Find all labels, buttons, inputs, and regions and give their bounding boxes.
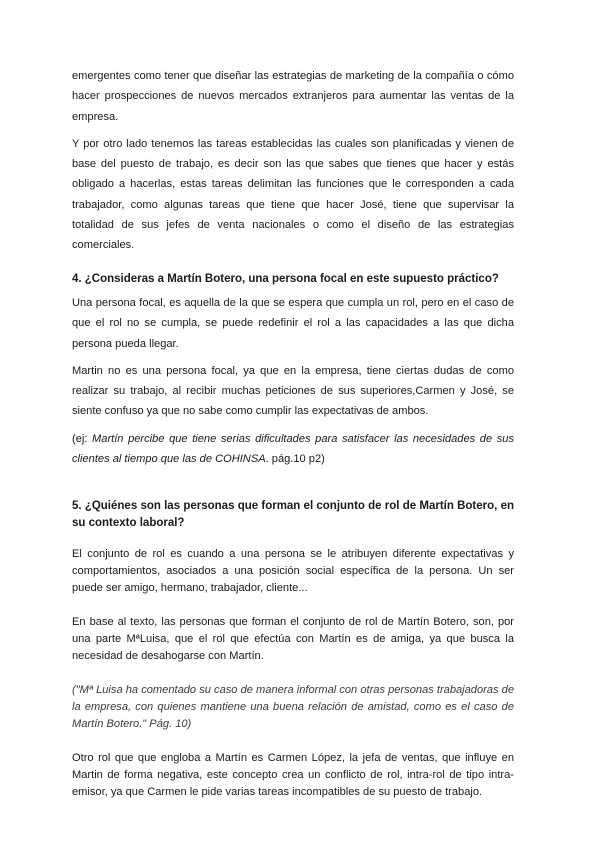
note-open: (ej: [72, 432, 93, 445]
document-page [72, 58, 514, 801]
section-4-example-note [72, 429, 514, 470]
section-5-quote: ("Mª Luisa ha comentado su caso de manera informal con otras personas trabajadoras de la empresa, con quienes mantiene una buena relación de amistad, como es el caso de Martín Botero." Pág. 10) [72, 684, 514, 731]
paragraph-emergentes: emergentes como tener que diseñar las estrategias de marketing de la compañía o cómo hacer prospecciones de nuevos mercados extranjeros para aumentar las ventas de la empresa. [72, 70, 514, 123]
section-5-heading: 5. ¿Quiénes son las personas que forman el conjunto de rol de Martín Botero, en su contexto laboral? [72, 500, 514, 530]
section-5-paragraph-2: En base al texto, las personas que forman el conjunto de rol de Martín Botero, son, por una parte MªLuisa, que el rol que efectúa con Martín es de amiga, ya que busca la necesidad de desahogarse con Martín. [72, 616, 514, 663]
section-5-paragraph-3: Otro rol que que engloba a Martín es Carmen López, la jefa de ventas, que influye en Martin de forma negativa, este concepto crea un conflicto de rol, intra-rol de tipo intra-emisor, ya que Carmen le pide varias tareas incompatibles de su puesto de trabajo. [72, 752, 514, 799]
note-citation: Martín percibe que tiene serias dificultades para satisfacer las necesidades de sus clientes al tiempo que las de COHINSA [72, 432, 514, 466]
note-close: . pág.10 p2) [265, 453, 325, 466]
section-5-paragraph-1: El conjunto de rol es cuando a una persona se le atribuyen diferente expectativas y comportamientos, asociados a una posición social específica de la persona. Un ser puede ser amigo, hermano, trabajador, cliente... [72, 548, 514, 595]
section-4-paragraph-1: Una persona focal, es aquella de la que se espera que cumpla un rol, pero en el caso de que el rol no se cumpla, se puede redefinir el rol a las capacidades a las que dicha persona pueda llegar. [72, 296, 514, 350]
section-4-heading: 4. ¿Consideras a Martín Botero, una persona focal en este supuesto práctico? [72, 272, 499, 285]
section-4-paragraph-2: Martin no es una persona focal, ya que en la empresa, tiene ciertas dudas de como realizar su trabajo, al recibir muchas peticiones de sus superiores,Carmen y José, se siente confuso ya que no sabe como cumplir las expectativas de ambos. [72, 364, 514, 418]
paragraph-tareas-establecidas: Y por otro lado tenemos las tareas establecidas las cuales son planificadas y vienen de base del puesto de trabajo, es decir son las que sabes que tienes que hacer y estás obligado a hacerlas, estas tareas delimitan las funciones que le corresponden a cada trabajador, como algunas tareas que tiene que hacer José, tiene que supervisar la totalidad de sus jefes de venta nacionales o como el diseño de las estrategias comerciales. [72, 137, 514, 252]
